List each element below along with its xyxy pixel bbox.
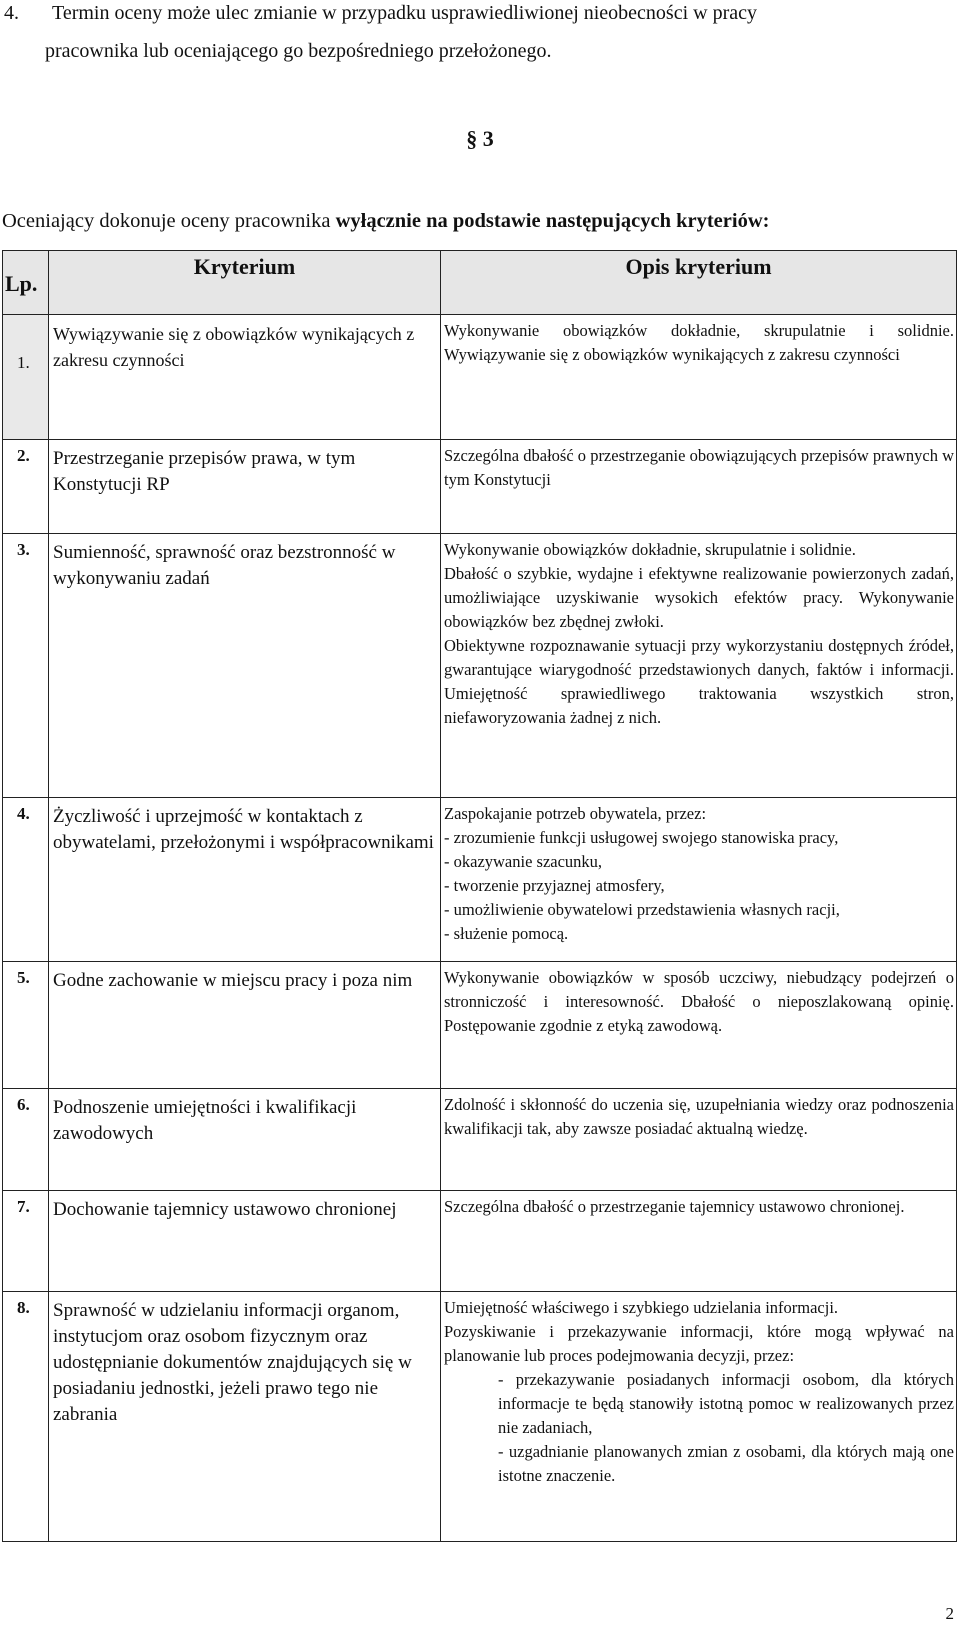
description-line: Wykonywanie obowiązków dokładnie, skrupulatnie i solidnie. Wywiązywanie się z obowiązków wynikających z zakresu czynności — [444, 321, 954, 364]
criterion-name: Wywiązywanie się z obowiązków wynikających z zakresu czynności — [49, 315, 441, 440]
row-number: 6. — [3, 1089, 49, 1191]
header-lp: Lp. — [3, 251, 49, 315]
table-row — [3, 1089, 957, 1191]
table-row — [3, 315, 957, 440]
criterion-description — [441, 1089, 957, 1191]
description-line: - służenie pomocą. — [444, 924, 569, 943]
row-number: 5. — [3, 962, 49, 1089]
criterion-name: Sumienność, sprawność oraz bezstronność w wykonywaniu zadań — [49, 534, 441, 798]
criterion-description — [441, 440, 957, 534]
description-line: - okazywanie szacunku, — [444, 852, 603, 871]
description-line: - uzgadnianie planowanych zmian z osobami, dla których mają one istotne znaczenie. — [498, 1442, 954, 1485]
description-line: Dbałość o szybkie, wydajne i efektywne realizowanie powierzonych zadań, umożliwiające uzyskiwanie wysokich efektów pracy. Wykonywanie obowiązków bez zbędnej zwłoki. — [444, 564, 954, 631]
table-row — [3, 440, 957, 534]
description-line: - zrozumienie funkcji usługowej swojego stanowiska pracy, — [444, 828, 839, 847]
description-line: Zdolność i skłonność do uczenia się, uzupełniania wiedzy oraz podnoszenia kwalifikacji tak, aby zawsze posiadać aktualną wiedzę. — [444, 1095, 954, 1138]
row-number: 2. — [3, 440, 49, 534]
row-number: 4. — [3, 798, 49, 962]
table-row — [3, 534, 957, 798]
intro-sentence — [2, 210, 769, 233]
table-row — [3, 1292, 957, 1542]
description-line: Wykonywanie obowiązków dokładnie, skrupulatnie i solidnie. — [444, 540, 856, 559]
table-row — [3, 798, 957, 962]
header-opis: Opis kryterium — [441, 251, 957, 315]
row-number: 8. — [3, 1292, 49, 1542]
criterion-name: Godne zachowanie w miejscu pracy i poza nim — [49, 962, 441, 1089]
description-line: Szczególna dbałość o przestrzeganie tajemnicy ustawowo chronionej. — [444, 1197, 905, 1216]
description-line: Pozyskiwanie i przekazywanie informacji, które mogą wpływać na planowanie lub proces podejmowania decyzji, przez: — [444, 1322, 954, 1365]
table-row — [3, 962, 957, 1089]
header-kryterium: Kryterium — [49, 251, 441, 315]
row-number: 1. — [3, 315, 49, 440]
description-line: - umożliwienie obywatelowi przedstawienia własnych racji, — [444, 900, 840, 919]
criterion-name: Przestrzeganie przepisów prawa, w tym Konstytucji RP — [49, 440, 441, 534]
row-number: 3. — [3, 534, 49, 798]
description-line: - tworzenie przyjaznej atmosfery, — [444, 876, 665, 895]
criterion-name: Sprawność w udzielaniu informacji organom, instytucjom oraz osobom fizycznym oraz udostępnianie dokumentów znajdujących się w posiadaniu jednostki, jeżeli prawo tego nie zabrania — [49, 1292, 441, 1542]
description-line: Umiejętność właściwego i szybkiego udzielania informacji. — [444, 1298, 839, 1317]
intro-bold: wyłącznie na podstawie następujących kryteriów: — [335, 210, 770, 232]
item-text-line1: Termin oceny może ulec zmianie w przypadku usprawiedliwionej nieobecności w pracy — [52, 2, 758, 24]
row-number: 7. — [3, 1191, 49, 1292]
page-number: 2 — [945, 1604, 954, 1623]
criterion-description — [441, 798, 957, 962]
item-text-line2: pracownika lub oceniającego go bezpośredniego przełożonego. — [45, 40, 552, 62]
table-row — [3, 1191, 957, 1292]
criterion-description — [441, 962, 957, 1089]
section-heading: § 3 — [466, 126, 494, 151]
description-line: Szczególna dbałość o przestrzeganie obowiązujących przepisów prawnych w tym Konstytucji — [444, 446, 954, 489]
description-line: Obiektywne rozpoznawanie sytuacji przy wykorzystaniu dostępnych źródeł, gwarantujące wiarygodność przedstawionych danych, faktów i informacji. Umiejętność sprawiedliwego traktowania wszystkich stron, niefaworyzowania żadnej z nich. — [444, 636, 954, 727]
criterion-name: Dochowanie tajemnicy ustawowo chronionej — [49, 1191, 441, 1292]
criterion-description — [441, 1292, 957, 1542]
description-line: Zaspokajanie potrzeb obywatela, przez: — [444, 804, 707, 823]
criterion-description — [441, 1191, 957, 1292]
criterion-description — [441, 315, 957, 440]
criterion-name: Życzliwość i uprzejmość w kontaktach z obywatelami, przełożonymi i współpracownikami — [49, 798, 441, 962]
item-number: 4. — [4, 2, 19, 24]
criterion-description — [441, 534, 957, 798]
intro-normal: Oceniający dokonuje oceny pracownika — [2, 210, 336, 232]
criteria-table — [2, 250, 957, 1542]
description-line: Wykonywanie obowiązków w sposób uczciwy, niebudzący podejrzeń o stronniczość i interesowność. Dbałość o nieposzlakowaną opinię. Postępowanie zgodnie z etyką zawodową. — [444, 968, 954, 1035]
criterion-name: Podnoszenie umiejętności i kwalifikacji zawodowych — [49, 1089, 441, 1191]
description-line: - przekazywanie posiadanych informacji osobom, dla których informacje te będą stanowiły istotną pomoc w realizowanych przez nie zadaniach, — [498, 1370, 954, 1437]
